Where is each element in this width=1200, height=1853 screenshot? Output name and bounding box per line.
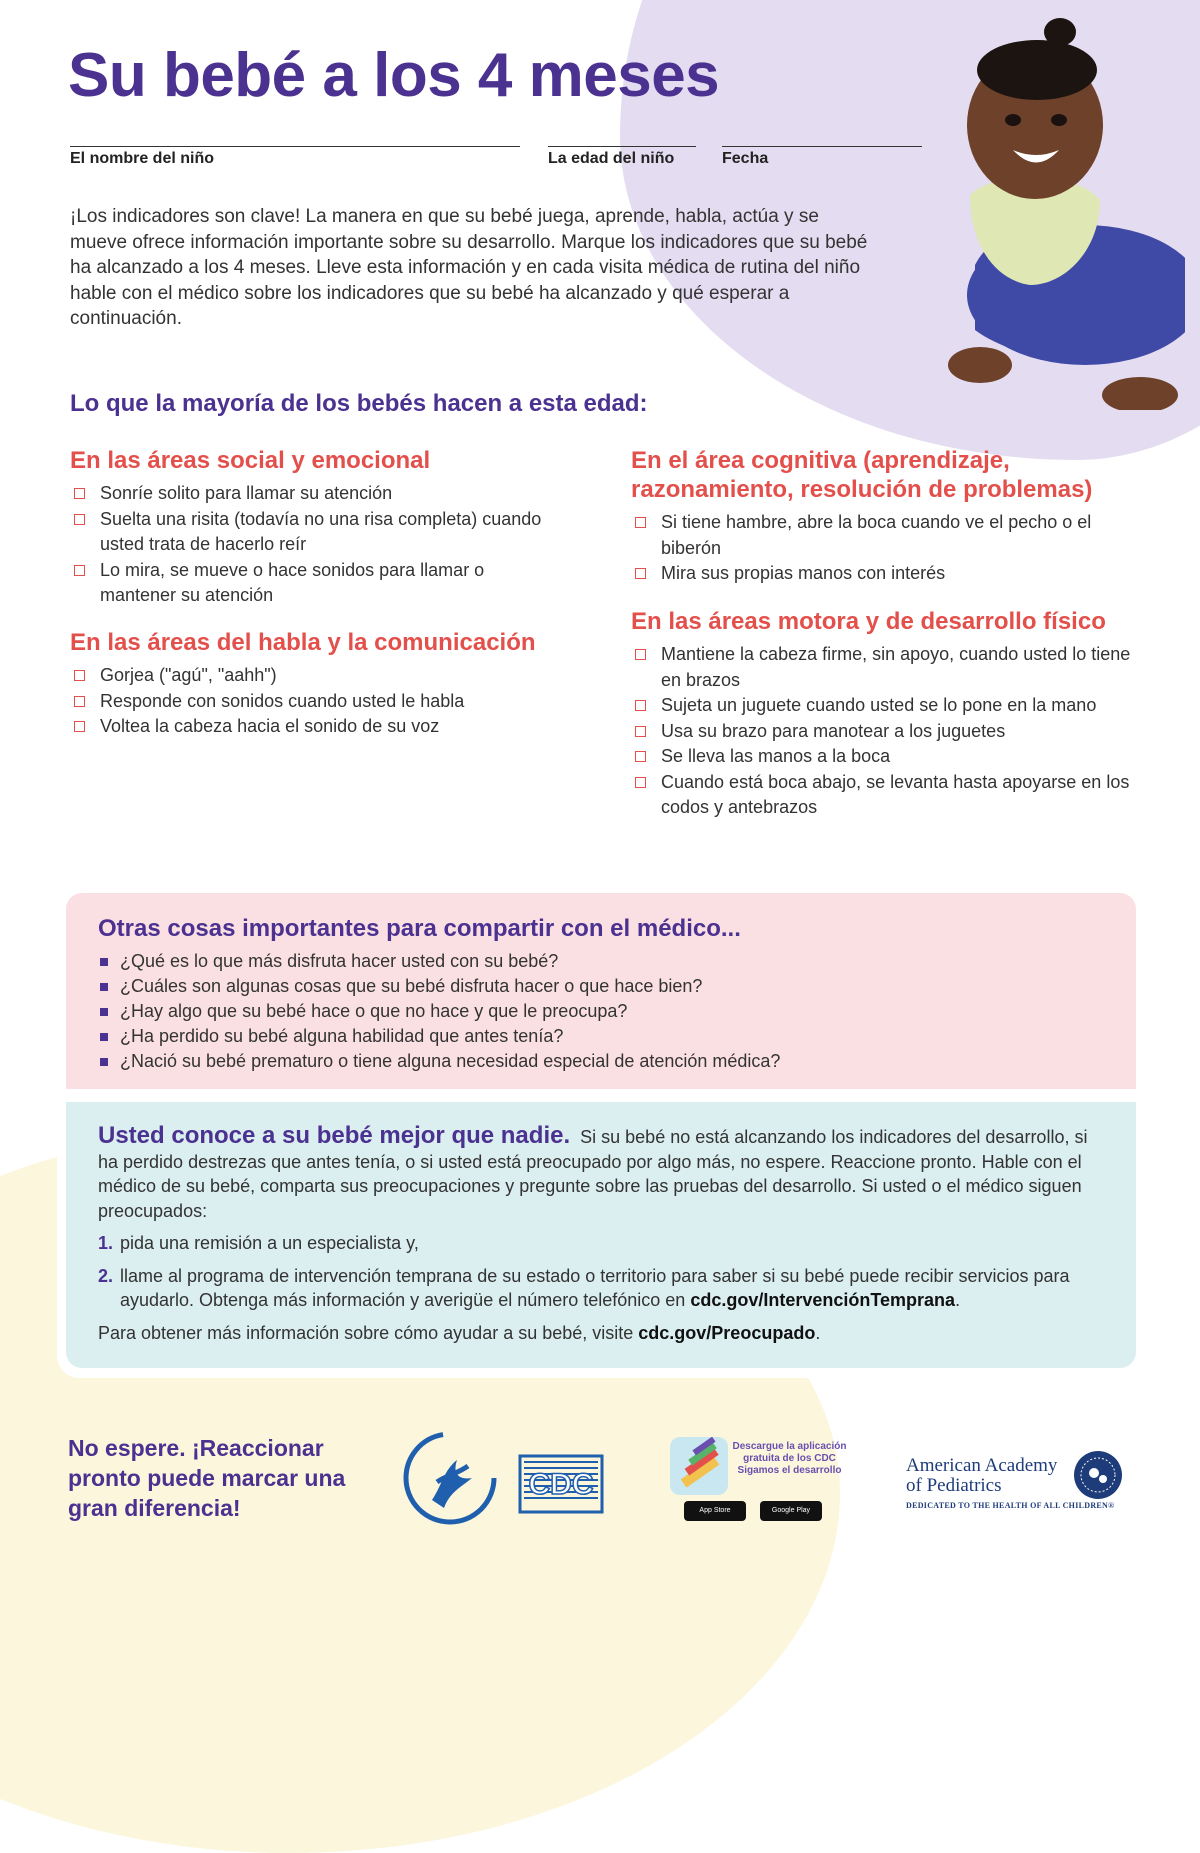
bullet-square-icon	[100, 1033, 108, 1041]
milestone-item[interactable]: Mira sus propias manos con interés	[631, 561, 1131, 587]
know-your-baby-panel	[66, 1102, 1136, 1368]
footer-slogan: No espere. ¡Reaccionar pronto puede marcar una gran diferencia!	[68, 1435, 346, 1521]
svg-text:CDC: CDC	[528, 1468, 594, 1501]
app-download-text: Descargue la aplicación gratuita de los CDC Sigamos el desarrollo	[732, 1441, 847, 1476]
child-age-field[interactable]: La edad del niño	[548, 146, 696, 168]
checkbox-icon[interactable]	[74, 696, 85, 707]
app-store-button[interactable]: App Store	[684, 1501, 746, 1521]
milestone-item[interactable]: Voltea la cabeza hacia el sonido de su voz	[70, 714, 550, 740]
milestone-item[interactable]: Gorjea ("agú", "aahh")	[70, 663, 550, 689]
question-item: ¿Hay algo que su bebé hace o que no hace y que le preocupa?	[98, 999, 1136, 1024]
intro-paragraph: ¡Los indicadores son clave! La manera en que su bebé juega, aprende, habla, actúa y se mueve ofrece información importante sobre su desarrollo. Marque los indicadores que su bebé ha alcanzado a los 4 meses. Lleve esta información y en cada visita médica de rutina del niño hable con el médico sobre los indicadores que su bebé ha alcanzado y qué esperar a continuación.	[70, 206, 868, 329]
bullet-square-icon	[100, 958, 108, 966]
child-name-field[interactable]: El nombre del niño	[70, 146, 520, 168]
category-language-communication	[70, 628, 550, 740]
bullet-square-icon	[100, 1058, 108, 1066]
baby-photo	[935, 10, 1185, 410]
milestone-item[interactable]: Se lleva las manos a la boca	[631, 744, 1131, 770]
category-cognitive	[631, 446, 1131, 587]
checkbox-icon[interactable]	[74, 721, 85, 732]
checkbox-icon[interactable]	[635, 568, 646, 579]
aap-name: American Academy of Pediatrics	[906, 1455, 1058, 1496]
milestone-item[interactable]: Si tiene hambre, abre la boca cuando ve el pecho o el biberón	[631, 510, 1131, 561]
category-title: En el área cognitiva (aprendizaje, razonamiento, resolución de problemas)	[631, 447, 1093, 503]
concerned-link[interactable]: cdc.gov/Preocupado	[638, 1322, 816, 1343]
date-field[interactable]: Fecha	[722, 146, 922, 168]
milestone-item[interactable]: Usa su brazo para manotear a los juguetes	[631, 719, 1131, 745]
category-motor-physical	[631, 607, 1131, 821]
checkbox-icon[interactable]	[74, 488, 85, 499]
early-intervention-link[interactable]: cdc.gov/IntervenciónTemprana	[690, 1290, 956, 1310]
category-title: En las áreas del habla y la comunicación	[70, 629, 536, 656]
more-info-paragraph: Para obtener más información sobre cómo ayudar a su bebé, visite cdc.gov/Preocupado.	[98, 1322, 821, 1343]
know-baby-lead: Usted conoce a su bebé mejor que nadie.	[98, 1122, 571, 1149]
milestone-item[interactable]: Sonríe solito para llamar su atención	[70, 481, 550, 507]
aap-tagline: DEDICATED TO THE HEALTH OF ALL CHILDREN®	[906, 1501, 1115, 1510]
cdc-logo-icon	[518, 1454, 604, 1514]
page-title: Su bebé a los 4 meses	[68, 41, 720, 110]
checkbox-icon[interactable]	[635, 517, 646, 528]
step-item: 1. pida una remisión a un especialista y,	[98, 1233, 419, 1253]
milestone-item[interactable]: Sujeta un juguete cuando usted se lo pone en la mano	[631, 693, 1131, 719]
aap-seal-icon	[1072, 1449, 1124, 1501]
milestones-heading: Lo que la mayoría de los bebés hacen a esta edad:	[70, 390, 648, 417]
category-title: En las áreas motora y de desarrollo físico	[631, 608, 1106, 635]
bullet-square-icon	[100, 1008, 108, 1016]
checkbox-icon[interactable]	[74, 514, 85, 525]
milestone-item[interactable]: Lo mira, se mueve o hace sonidos para llamar o mantener su atención	[70, 558, 550, 609]
question-item: ¿Cuáles son algunas cosas que su bebé disfruta hacer o que hace bien?	[98, 974, 1136, 999]
milestone-item[interactable]: Responde con sonidos cuando usted le habla	[70, 689, 550, 715]
question-item: ¿Nació su bebé prematuro o tiene alguna necesidad especial de atención médica?	[98, 1049, 1136, 1074]
checkbox-icon[interactable]	[635, 649, 646, 660]
know-baby-paragraph: Usted conoce a su bebé mejor que nadie. Si su bebé no está alcanzando los indicadores del desarrollo, si ha perdido destrezas que antes tenía, o si usted está preocupado por algo más, no espere. Reaccione pronto. Hable con el médico de su bebé, comparta sus preocupaciones y pregunte sobre las pruebas del desarrollo. Si usted o el médico siguen preocupados:	[98, 1122, 1088, 1221]
checkbox-icon[interactable]	[635, 751, 646, 762]
milestone-item[interactable]: Cuando está boca abajo, se levanta hasta apoyarse en los codos y antebrazos	[631, 770, 1131, 821]
question-item: ¿Ha perdido su bebé alguna habilidad que antes tenía?	[98, 1024, 1136, 1049]
other-things-title: Otras cosas importantes para compartir con el médico...	[98, 915, 741, 942]
question-item: ¿Qué es lo que más disfruta hacer usted con su bebé?	[98, 949, 1136, 974]
other-things-panel	[66, 893, 1136, 1089]
step-item: 2. llame al programa de intervención temprana de su estado o territorio para saber si su bebé puede recibir servicios para ayudarlo. Obtenga más información y averigüe el número telefónico en cdc.gov/IntervenciónTemprana.	[98, 1265, 1070, 1310]
checkbox-icon[interactable]	[635, 777, 646, 788]
milestone-item[interactable]: Suelta una risita (todavía no una risa completa) cuando usted trata de hacerlo reír	[70, 507, 550, 558]
category-social-emotional	[70, 446, 550, 609]
category-title: En las áreas social y emocional	[70, 447, 431, 474]
milestone-app-icon[interactable]	[670, 1437, 728, 1495]
checkbox-icon[interactable]	[635, 700, 646, 711]
google-play-button[interactable]: Google Play	[760, 1501, 822, 1521]
checkbox-icon[interactable]	[74, 565, 85, 576]
milestone-item[interactable]: Mantiene la cabeza firme, sin apoyo, cuando usted lo tiene en brazos	[631, 642, 1131, 693]
hhs-logo-icon	[402, 1430, 498, 1526]
checkbox-icon[interactable]	[74, 670, 85, 681]
bullet-square-icon	[100, 983, 108, 991]
checkbox-icon[interactable]	[635, 726, 646, 737]
